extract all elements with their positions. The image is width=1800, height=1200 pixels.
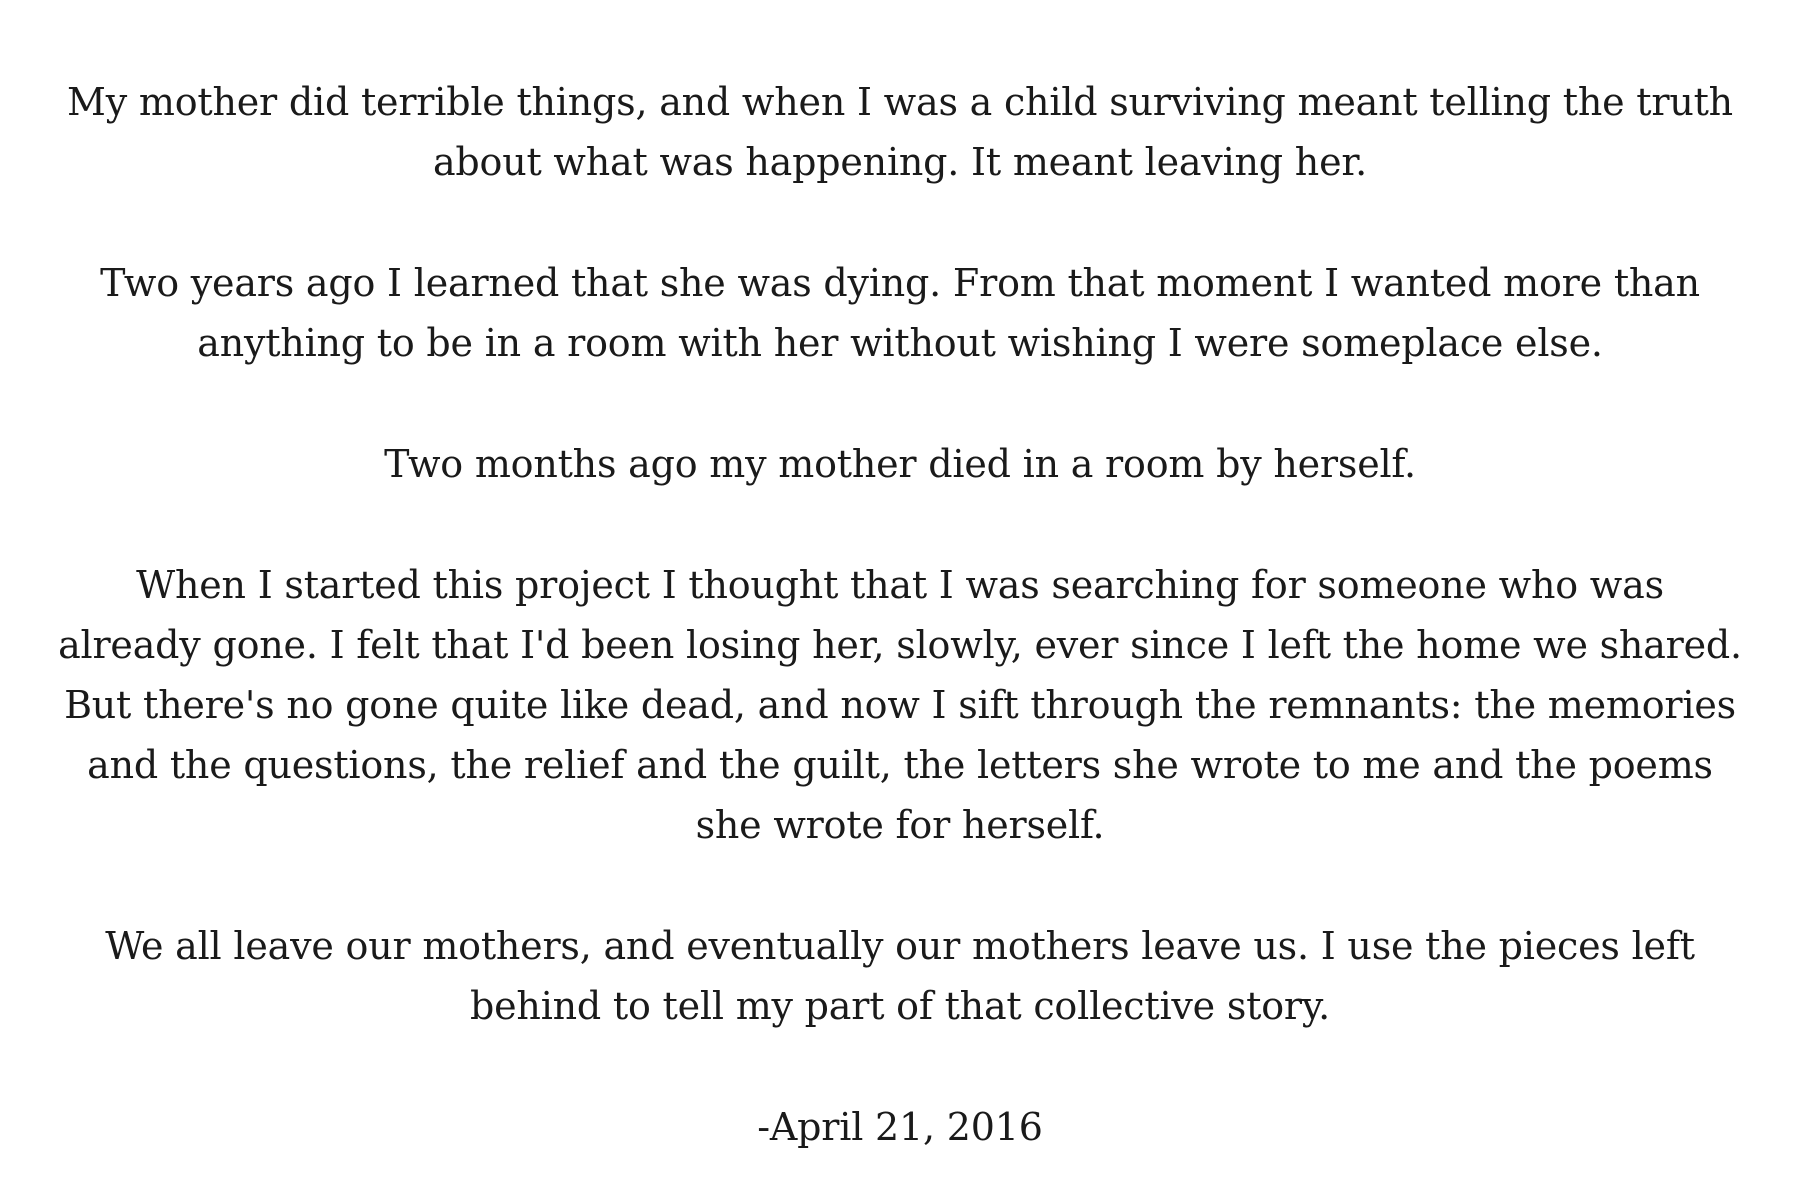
paragraph-line: about what was happening. It meant leaving her. [432,140,1368,184]
statement-paragraph-4 [48,555,1752,855]
paragraph-line: behind to tell my part of that collective story. [470,984,1330,1028]
paragraph-line: already gone. I felt that I'd been losing her, slowly, ever since I left the home we shared. [58,623,1742,667]
paragraph-line: Two months ago my mother died in a room by herself. [384,442,1416,486]
paragraph-line: My mother did terrible things, and when I was a child surviving meant telling the truth [67,80,1733,124]
paragraph-line: We all leave our mothers, and eventually our mothers leave us. I use the pieces left [105,924,1695,968]
statement-paragraph-5 [48,916,1752,1036]
statement-paragraph-1 [48,72,1752,192]
statement-paragraph-2 [48,253,1752,373]
statement-date: -April 21, 2016 [757,1105,1043,1149]
paragraph-line: But there's no gone quite like dead, and now I sift through the remnants: the memories [64,683,1736,727]
statement-paragraph-3 [48,434,1752,494]
paragraph-line: Two years ago I learned that she was dying. From that moment I wanted more than [100,261,1700,305]
paragraph-line: and the questions, the relief and the guilt, the letters she wrote to me and the poems [87,743,1713,787]
paragraph-line: anything to be in a room with her without wishing I were someplace else. [197,321,1603,365]
paragraph-line: she wrote for herself. [695,803,1105,847]
artist-statement [48,72,1752,1157]
paragraph-line: When I started this project I thought that I was searching for someone who was [136,563,1664,607]
